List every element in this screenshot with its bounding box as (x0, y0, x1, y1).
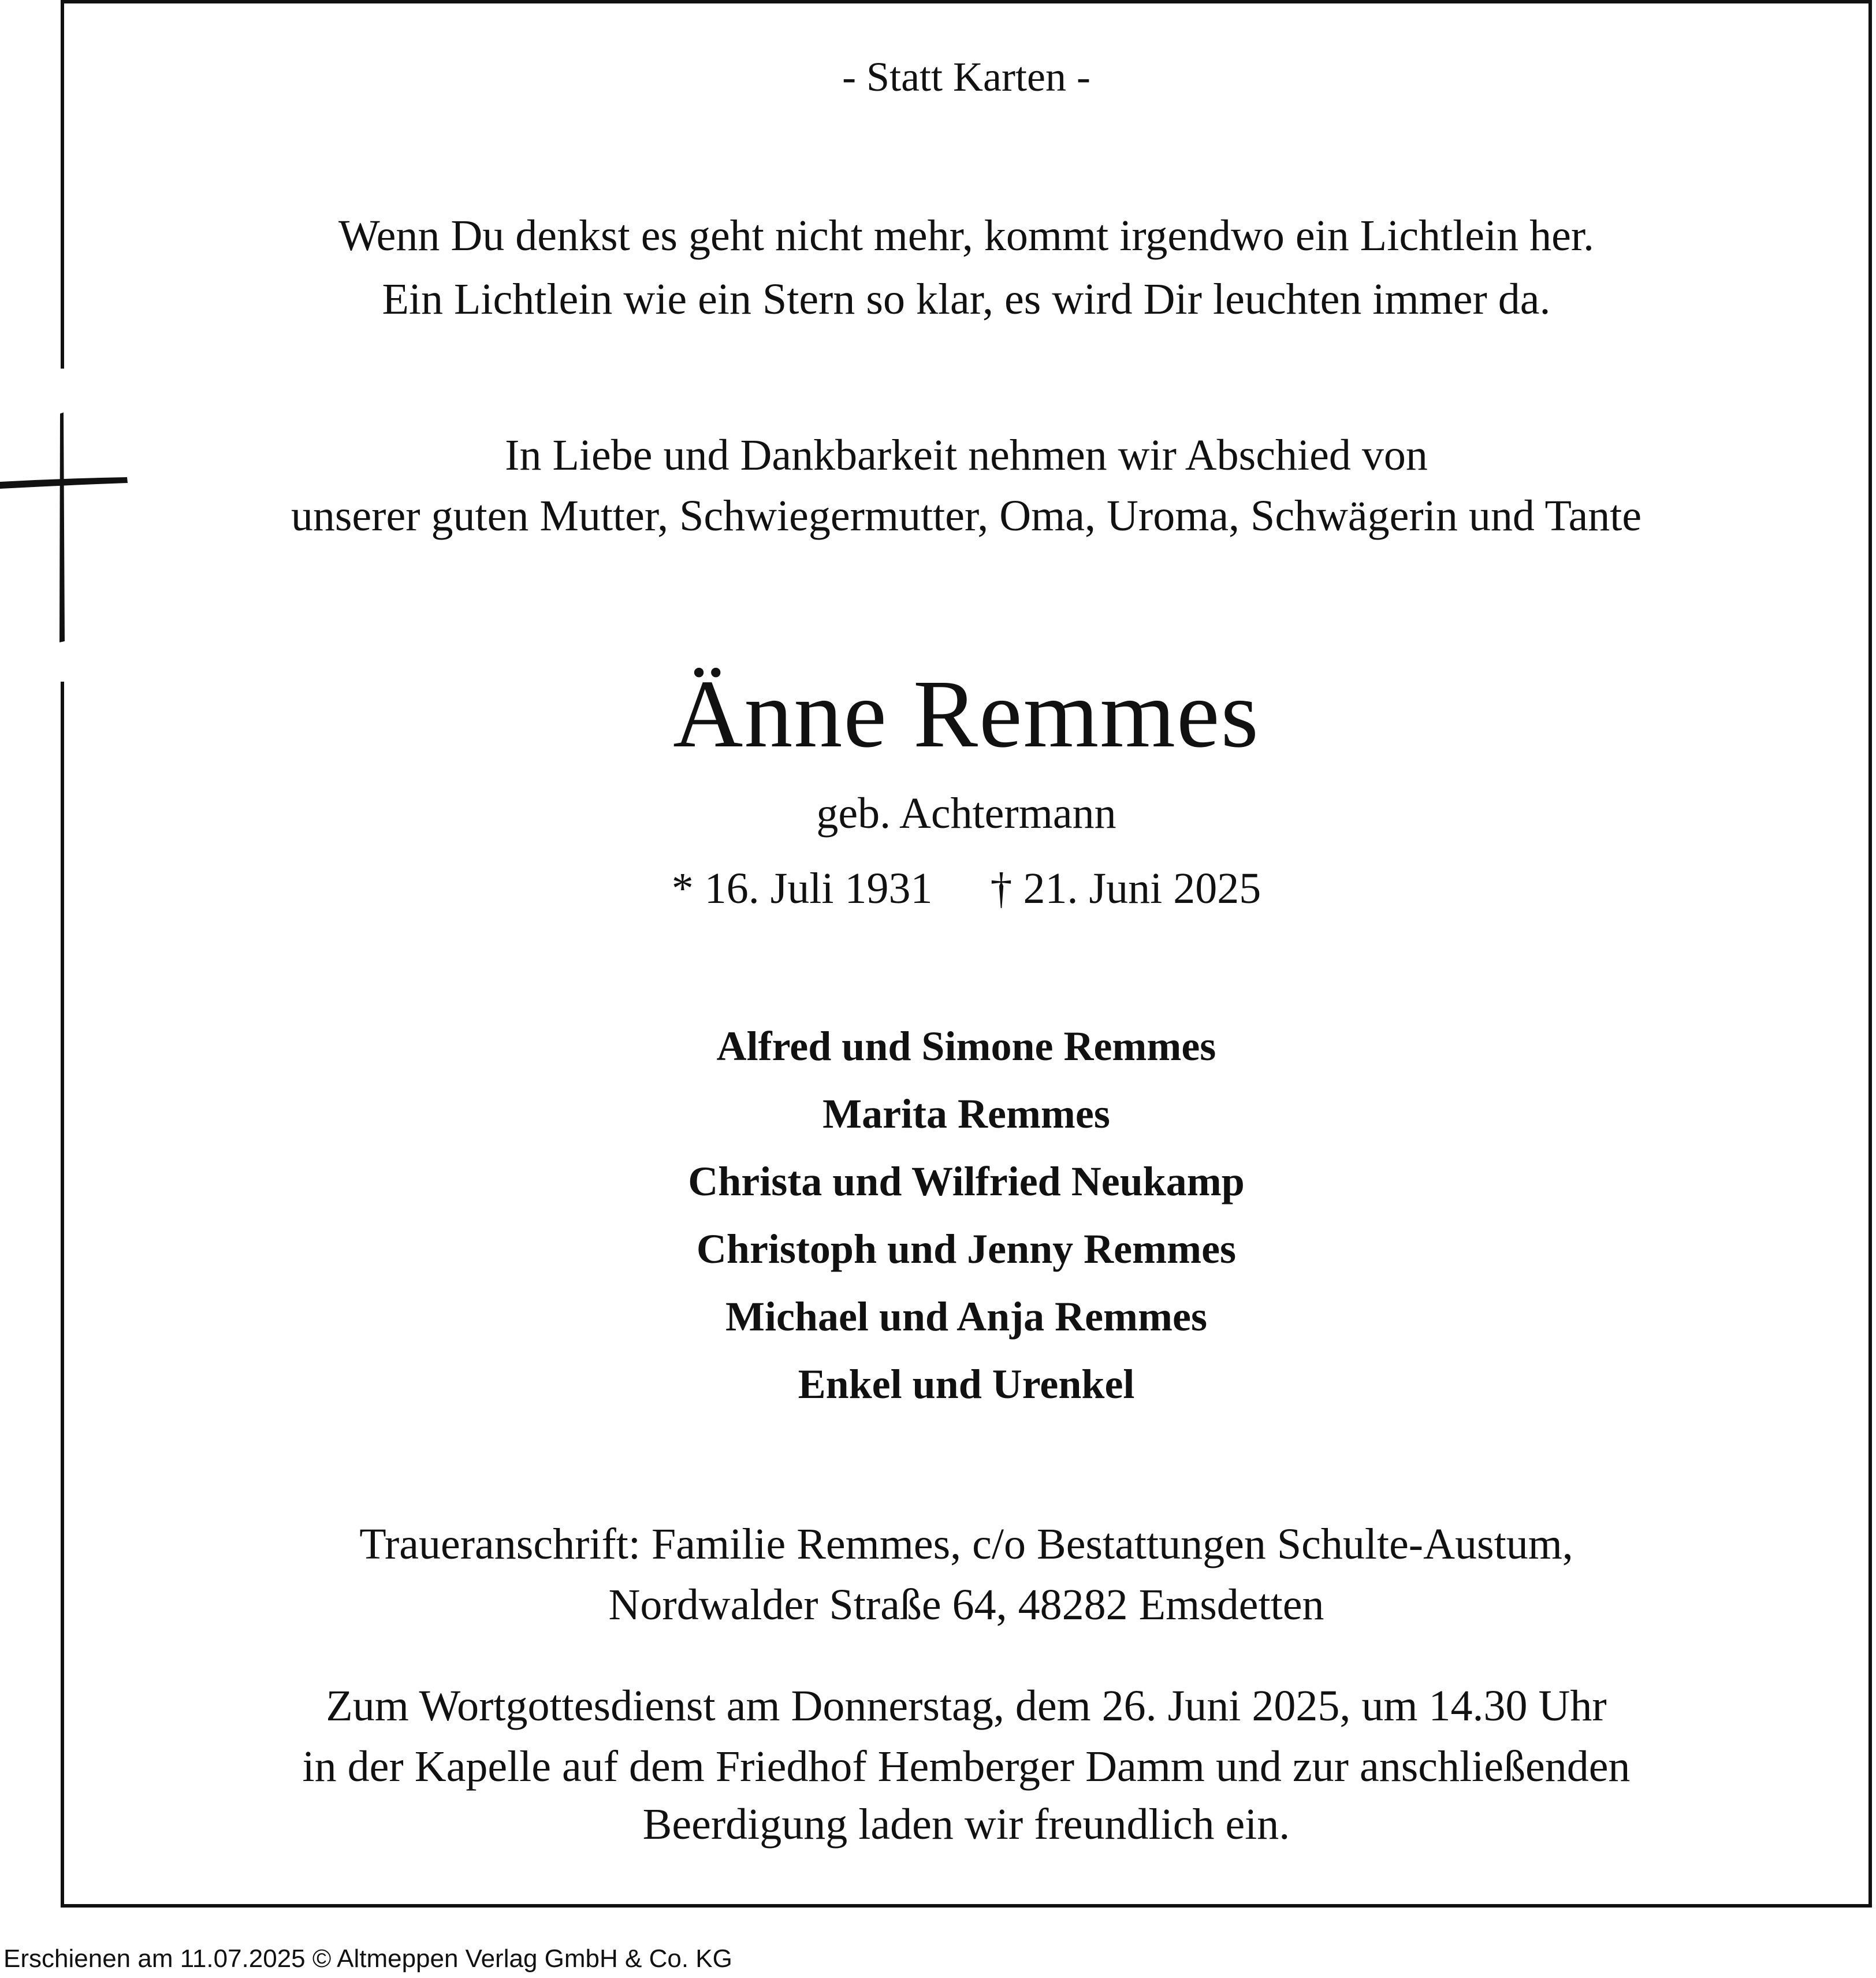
intro-line-1: In Liebe und Dankbarkeit nehmen wir Abschied von (505, 431, 1428, 479)
poem-line-1: Wenn Du denkst es geht nicht mehr, kommt irgendwo ein Lichtlein her. (338, 211, 1594, 260)
intro-line-2: unserer guten Mutter, Schwiegermutter, Oma, Uroma, Schwägerin und Tante (291, 492, 1642, 540)
family-line: Enkel und Urenkel (798, 1361, 1135, 1407)
family-line: Alfred und Simone Remmes (716, 1023, 1216, 1069)
life-dates (64, 864, 1869, 914)
obituary-notice (64, 0, 1869, 1904)
death-date: † 21. Juni 2025 (990, 864, 1261, 913)
publication-footer: Erschienen am 11.07.2025 © Altmeppen Verlag GmbH & Co. KG (3, 1944, 732, 1973)
header-statt-karten: - Statt Karten - (842, 54, 1090, 100)
service-line-1: Zum Wortgottesdienst am Donnerstag, dem 26. Juni 2025, um 14.30 Uhr (326, 1682, 1607, 1730)
birth-date: * 16. Juli 1931 (671, 864, 933, 913)
service-line-3: Beerdigung laden wir freundlich ein. (642, 1800, 1290, 1849)
deceased-name: Änne Remmes (673, 660, 1260, 768)
address-line-1: Traueranschrift: Familie Remmes, c/o Bestattungen Schulte-Austum, (359, 1520, 1573, 1568)
family-line: Michael und Anja Remmes (725, 1293, 1207, 1340)
poem-line-2: Ein Lichtlein wie ein Stern so klar, es wird Dir leuchten immer da. (382, 275, 1551, 324)
frame-border-bottom (61, 1904, 1872, 1908)
family-line: Christa und Wilfried Neukamp (688, 1158, 1245, 1204)
address-line-2: Nordwalder Straße 64, 48282 Emsdetten (608, 1581, 1324, 1629)
birth-name: geb. Achtermann (816, 789, 1116, 838)
service-line-2: in der Kapelle auf dem Friedhof Hemberger Damm und zur anschließenden (302, 1742, 1631, 1791)
family-line: Marita Remmes (822, 1091, 1110, 1137)
family-line: Christoph und Jenny Remmes (696, 1226, 1237, 1272)
